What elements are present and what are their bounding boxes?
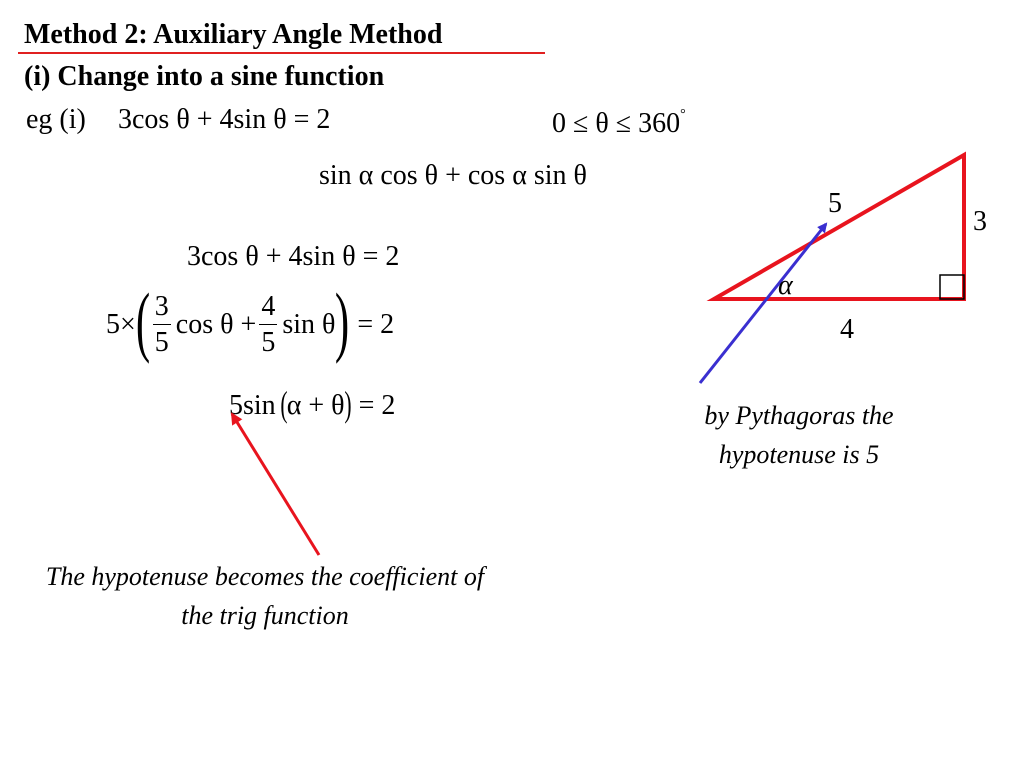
close-bracket: ) [335, 277, 350, 364]
fraction-denominator: 5 [261, 327, 276, 358]
fraction-numerator: 4 [259, 293, 277, 325]
opposite-label: 3 [973, 206, 987, 237]
theta-range-text: 0 ≤ θ ≤ 360 [552, 108, 681, 139]
right-triangle [714, 155, 964, 299]
coefficient-note: The hypotenuse becomes the coefficient of the trig function [45, 562, 485, 630]
example-label: eg (i) [26, 104, 86, 135]
factor-prefix: 5× [106, 309, 136, 340]
fraction-denominator: 5 [154, 327, 169, 358]
working-line-1: 3cos θ + 4sin θ = 2 [187, 241, 400, 272]
adjacent-label: 4 [840, 314, 854, 345]
close-bracket: ) [343, 384, 352, 424]
pythagoras-arrow [700, 224, 826, 383]
fraction-numerator: 3 [153, 293, 171, 325]
angle-alpha-label: α [778, 270, 793, 301]
open-bracket: ( [280, 384, 288, 424]
sine-argument: α + θ [286, 390, 345, 421]
sine-prefix: 5sin [229, 390, 276, 421]
slide-title: Method 2: Auxiliary Angle Method [24, 19, 443, 50]
open-bracket: ( [135, 277, 150, 364]
pythagoras-note: by Pythagoras the hypotenuse is 5 [704, 401, 894, 469]
compound-angle-identity: sin α cos θ + cos α sin θ [319, 160, 587, 191]
example-equation: 3cos θ + 4sin θ = 2 [118, 104, 331, 135]
line2-rhs: = 2 [357, 309, 395, 340]
cos-term: cos θ + [175, 309, 257, 340]
sin-term: sin θ [282, 309, 336, 340]
hypotenuse-label: 5 [828, 188, 842, 219]
line3-rhs: = 2 [358, 390, 396, 421]
coefficient-arrow [232, 414, 319, 555]
degree-symbol: ° [680, 107, 686, 122]
right-angle-marker [940, 275, 964, 299]
slide-subtitle: (i) Change into a sine function [24, 61, 385, 92]
